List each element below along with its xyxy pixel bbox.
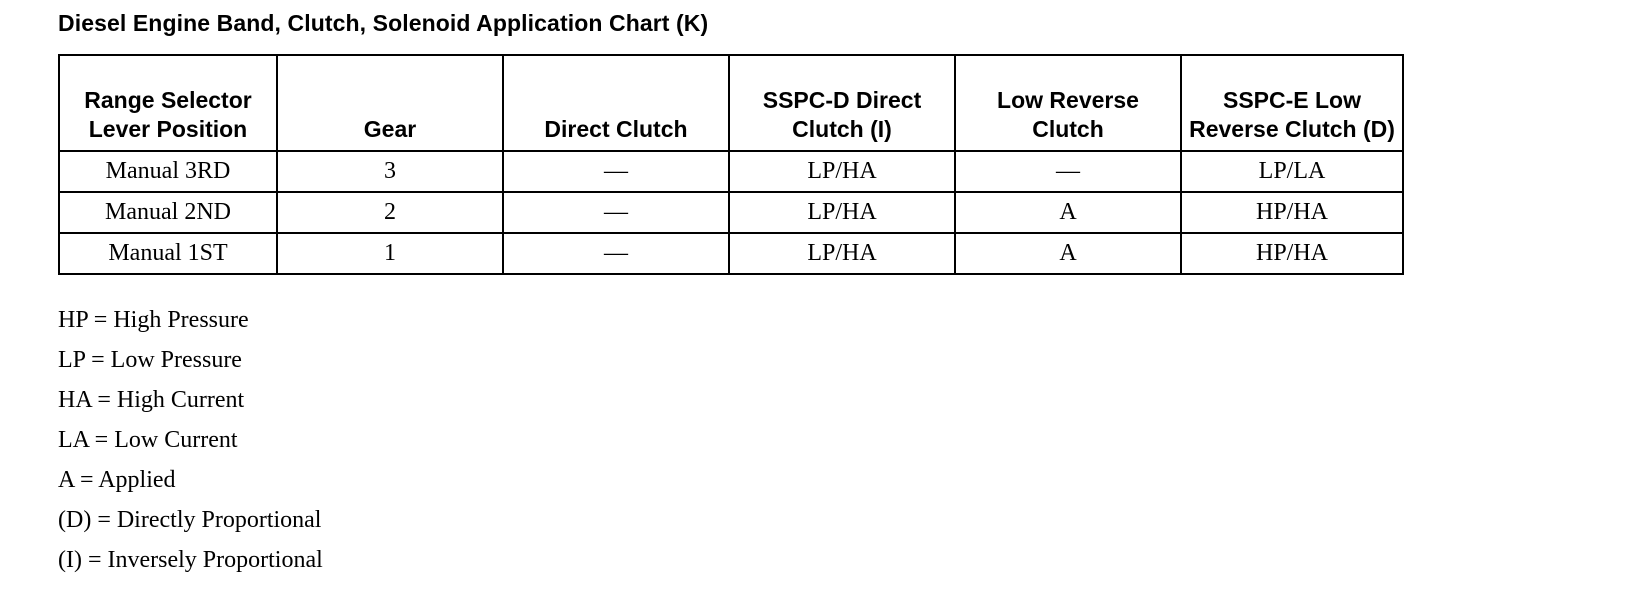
table-cell: — [955,151,1181,192]
table-cell: 3 [277,151,503,192]
table-cell: Manual 2ND [59,192,277,233]
table-cell: — [503,151,729,192]
table-cell: HP/HA [1181,233,1403,274]
legend-item-la: LA = Low Current [58,427,238,453]
table-cell: HP/HA [1181,192,1403,233]
table-cell: 2 [277,192,503,233]
header-sspc-e-low-reverse-clutch: SSPC-E Low Reverse Clutch (D) [1181,55,1403,151]
table-cell: LP/LA [1181,151,1403,192]
table-cell: Manual 1ST [59,233,277,274]
table-row [59,192,1403,233]
legend-item-ha: HA = High Current [58,387,245,413]
header-low-reverse-clutch: Low Reverse Clutch [955,55,1181,151]
legend-item-i: (I) = Inversely Proportional [58,547,323,573]
header-gear: Gear [277,55,503,151]
legend-item-d: (D) = Directly Proportional [58,507,322,533]
table-row [59,151,1403,192]
table-cell: A [955,192,1181,233]
table-cell: LP/HA [729,151,955,192]
legend-item-lp: LP = Low Pressure [58,347,242,373]
legend-item-hp: HP = High Pressure [58,307,249,333]
table-cell: A [955,233,1181,274]
table-cell: Manual 3RD [59,151,277,192]
table-cell: 1 [277,233,503,274]
table-cell: — [503,192,729,233]
legend [58,304,323,584]
table-row [59,233,1403,274]
header-sspc-d-direct-clutch: SSPC-D Direct Clutch (I) [729,55,955,151]
table-header-row [59,55,1403,151]
header-range-selector-lever-position: Range Selector Lever Position [59,55,277,151]
application-chart-table [58,54,1404,275]
header-direct-clutch: Direct Clutch [503,55,729,151]
legend-item-a: A = Applied [58,467,176,493]
chart-title: Diesel Engine Band, Clutch, Solenoid Application Chart (K) [58,10,709,36]
table-cell: — [503,233,729,274]
table-cell: LP/HA [729,192,955,233]
table-cell: LP/HA [729,233,955,274]
